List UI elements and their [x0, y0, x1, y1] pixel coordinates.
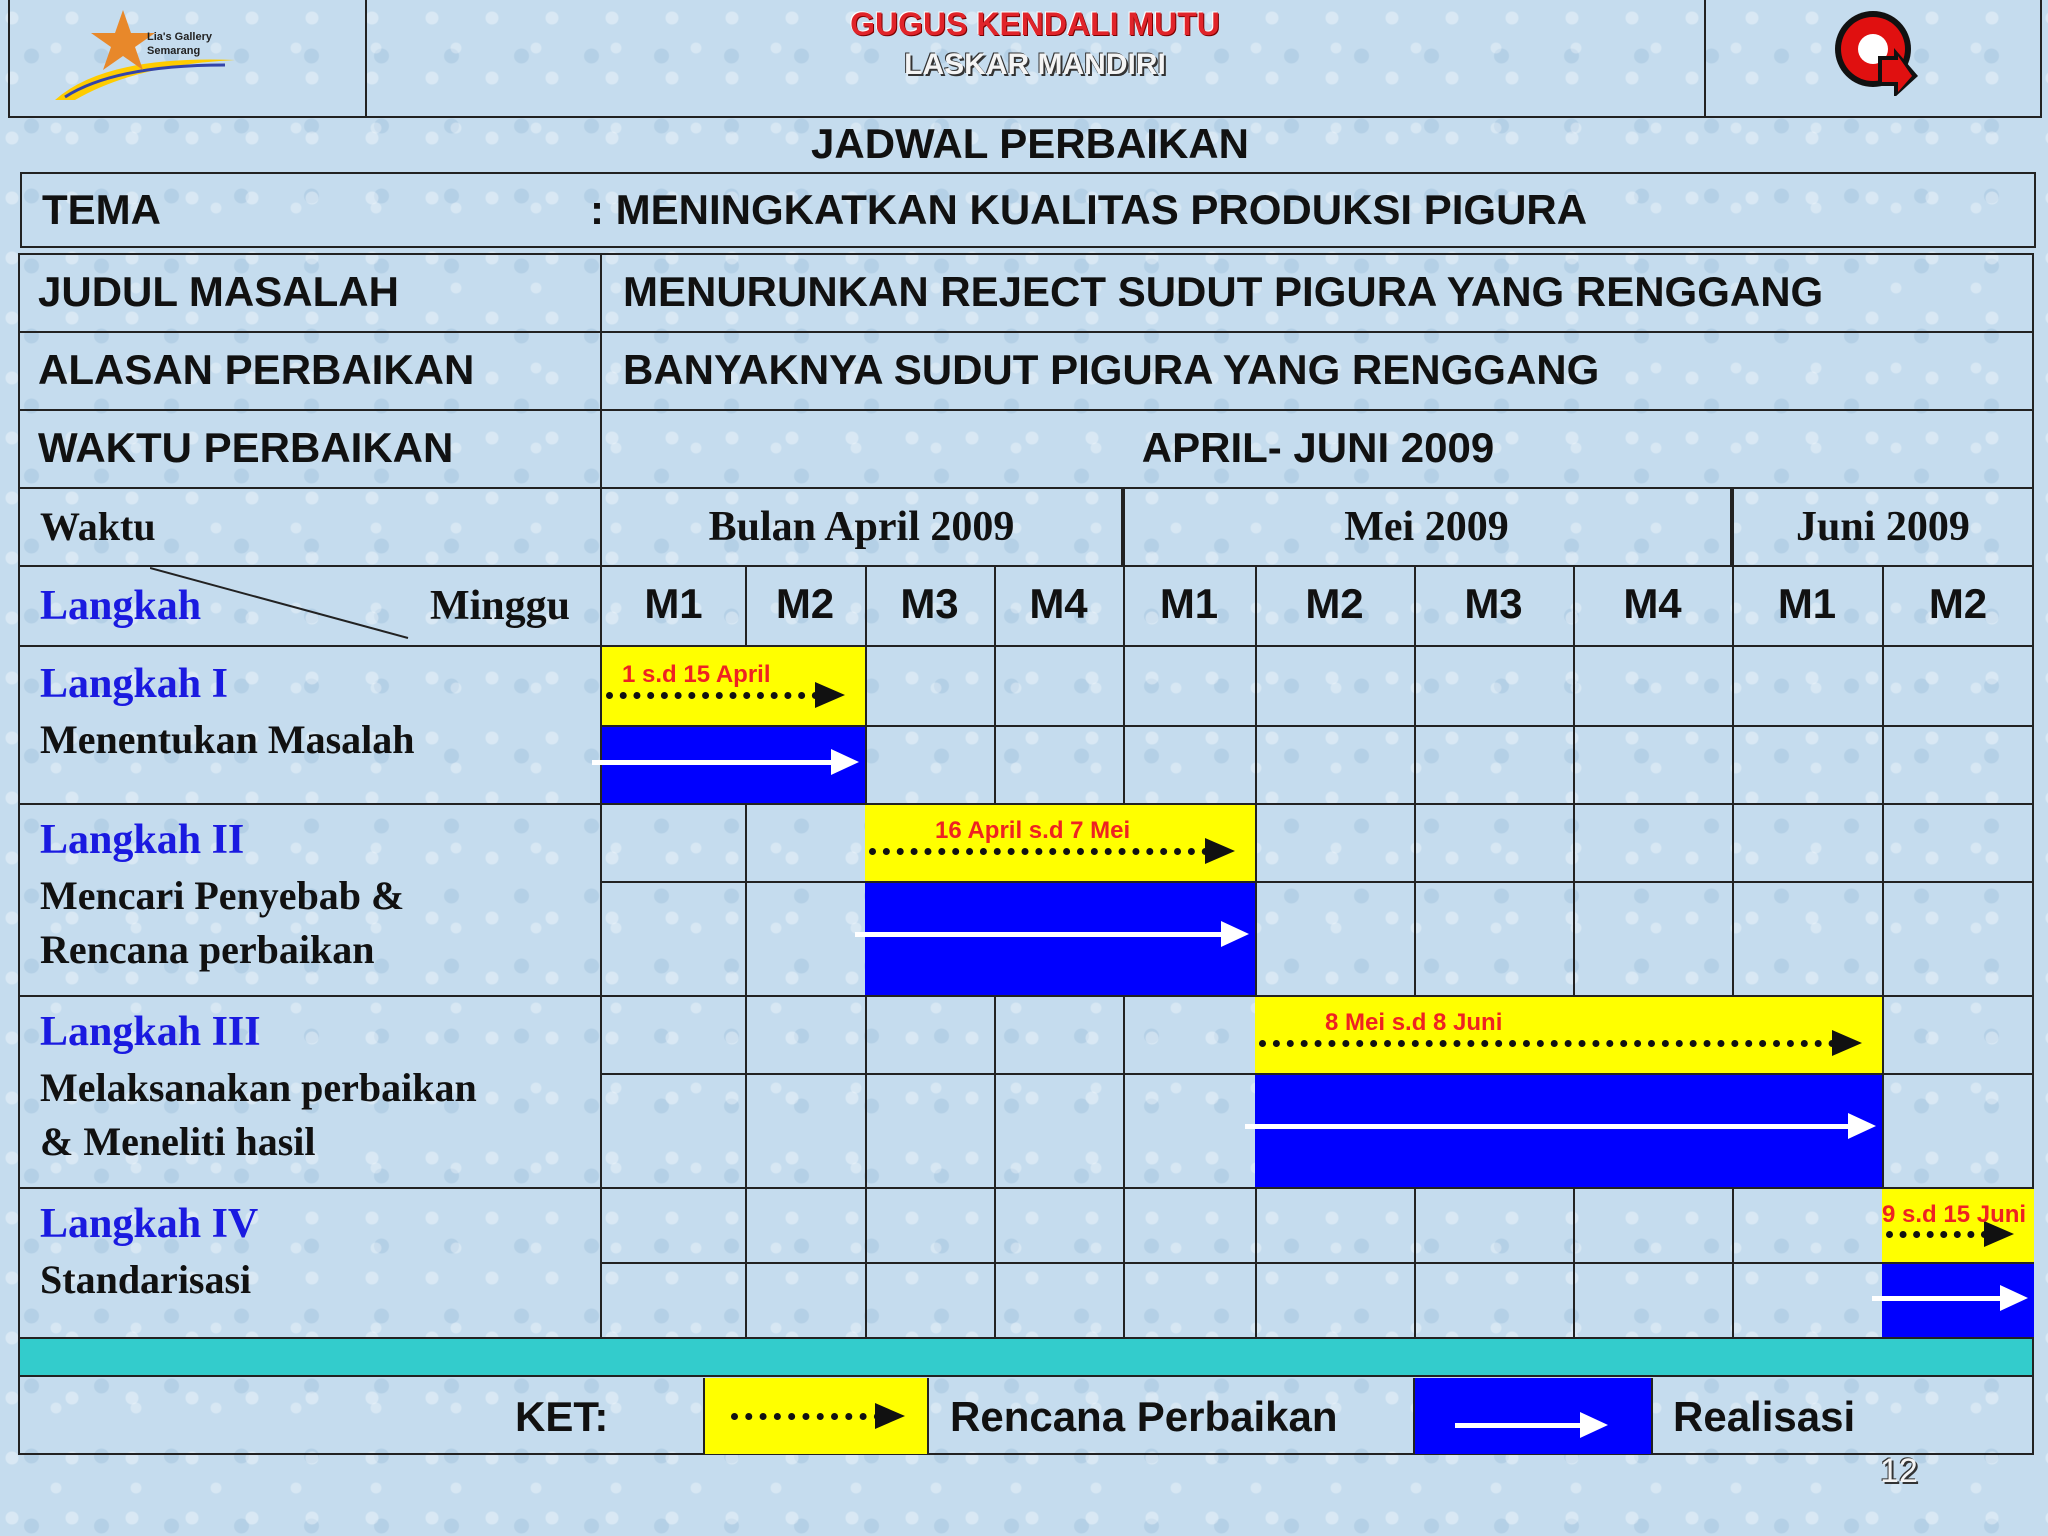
actual-white-arrow — [592, 760, 835, 765]
week-label: M4 — [1029, 580, 1088, 627]
actual-bar — [1255, 1073, 1882, 1187]
gallery-logo — [45, 5, 245, 105]
week-label: M1 — [1777, 580, 1837, 627]
info-row-divider — [18, 331, 2034, 333]
actual-arrowhead-icon — [1221, 921, 1249, 947]
legend-actual-swatch — [1413, 1378, 1653, 1454]
header-divider-left — [365, 0, 367, 118]
tema-value: : MENINGKATKAN KUALITAS PRODUKSI PIGURA — [590, 186, 1588, 233]
step-desc-3: Melaksanakan perbaikan — [40, 1065, 477, 1110]
actual-bar — [865, 881, 1255, 995]
month-april: Bulan April 2009 — [708, 504, 1015, 550]
actual-arrowhead-icon — [1848, 1113, 1876, 1139]
plan-dotted-arrow — [1259, 1040, 1836, 1047]
step-title-4: Langkah IV — [40, 1201, 259, 1247]
info-row-divider — [18, 409, 2034, 411]
header-title-line1: GUGUS KENDALI MUTU — [850, 6, 1220, 42]
row-grid-line — [602, 1262, 2034, 1264]
week-grid-line — [1732, 487, 1734, 1337]
legend-white-arrowhead-icon — [1580, 1412, 1608, 1438]
plan-dotted-arrow — [606, 692, 819, 699]
plan-arrowhead-icon — [815, 682, 845, 708]
step-desc-3b: & Meneliti hasil — [40, 1119, 316, 1164]
plan-dotted-arrow — [1886, 1231, 1988, 1238]
plan-date-label: 8 Mei s.d 8 Juni — [1325, 1009, 1503, 1036]
plan-arrowhead-icon — [1832, 1030, 1862, 1056]
row-grid-line — [602, 725, 2034, 727]
week-label: M2 — [1928, 580, 1988, 627]
actual-white-arrow — [1872, 1296, 2004, 1301]
tema-label: TEMA — [42, 186, 161, 233]
q-logo — [1826, 6, 1926, 96]
minggu-header-label: Minggu — [430, 583, 571, 629]
week-grid-line — [1414, 567, 1416, 1337]
plan-date-label: 1 s.d 15 April — [622, 661, 771, 688]
info-value-judul: MENURUNKAN REJECT SUDUT PIGURA YANG RENGGANG — [623, 268, 1824, 315]
q-quality-icon — [1826, 6, 1926, 96]
row-grid-line — [18, 803, 2034, 805]
row-grid-line — [18, 1187, 2034, 1189]
week-grid-line — [1255, 567, 1257, 1337]
actual-arrowhead-icon — [831, 749, 859, 775]
step-desc-2: Mencari Penyebab & — [40, 873, 405, 918]
legend-white-arrow — [1455, 1423, 1585, 1428]
week-label: M1 — [644, 580, 703, 627]
step-title-3: Langkah III — [40, 1009, 261, 1055]
row-grid-line — [18, 995, 2034, 997]
actual-white-arrow — [855, 932, 1225, 937]
step-desc-2b: Rencana perbaikan — [40, 927, 375, 972]
legend-actual-label: Realisasi — [1673, 1393, 1856, 1440]
plan-date-label: 9 s.d 15 Juni — [1882, 1201, 2027, 1228]
header-divider-right — [1704, 0, 1706, 118]
footer-band — [20, 1337, 2032, 1377]
week-grid-line — [1573, 567, 1575, 1337]
legend-black-arrowhead-icon — [875, 1403, 905, 1429]
legend-plan-swatch — [703, 1378, 929, 1454]
step-title-1: Langkah I — [40, 661, 228, 707]
logo-text-line2: Semarang — [147, 45, 201, 57]
page-number: 12 — [1880, 1452, 1918, 1490]
header-title-line2: LASKAR MANDIRI — [904, 48, 1166, 81]
legend-plan-label: Rencana Perbaikan — [950, 1393, 1338, 1440]
info-label-judul: JUDUL MASALAH — [38, 268, 399, 315]
plan-date-label: 16 April s.d 7 Mei — [935, 817, 1131, 844]
waktu-label: Waktu — [40, 504, 156, 549]
week-label: M2 — [775, 580, 835, 627]
info-label-alasan: ALASAN PERBAIKAN — [38, 346, 475, 393]
info-value-waktu: APRIL- JUNI 2009 — [1141, 424, 1495, 471]
actual-white-arrow — [1245, 1124, 1852, 1129]
row-grid-line — [602, 881, 2034, 883]
row-grid-line — [602, 1073, 2034, 1075]
langkah-header-label: Langkah — [40, 583, 202, 629]
week-label: M3 — [900, 580, 959, 627]
week-label: M4 — [1623, 580, 1682, 627]
schedule-title: JADWAL PERBAIKAN — [811, 120, 1249, 167]
legend-dotted-arrow — [731, 1413, 881, 1420]
week-label: M1 — [1159, 580, 1219, 627]
logo-text-line1: Lia's Gallery — [147, 31, 212, 43]
plan-dotted-arrow — [869, 848, 1209, 855]
step-title-2: Langkah II — [40, 817, 245, 863]
plan-arrowhead-icon — [1205, 838, 1235, 864]
step-desc-1: Menentukan Masalah — [40, 717, 415, 762]
header-diagonal-line — [150, 566, 410, 646]
step-desc-4: Standarisasi — [40, 1257, 252, 1302]
month-juni: Juni 2009 — [1796, 504, 1970, 550]
info-label-waktu: WAKTU PERBAIKAN — [38, 424, 454, 471]
actual-arrowhead-icon — [2000, 1285, 2028, 1311]
star-swoosh-icon — [45, 5, 245, 105]
month-mei: Mei 2009 — [1344, 504, 1509, 550]
info-value-alasan: BANYAKNYA SUDUT PIGURA YANG RENGGANG — [623, 346, 1600, 393]
week-label: M3 — [1464, 580, 1523, 627]
legend-ket: KET: — [515, 1393, 609, 1440]
week-label: M2 — [1305, 580, 1364, 627]
